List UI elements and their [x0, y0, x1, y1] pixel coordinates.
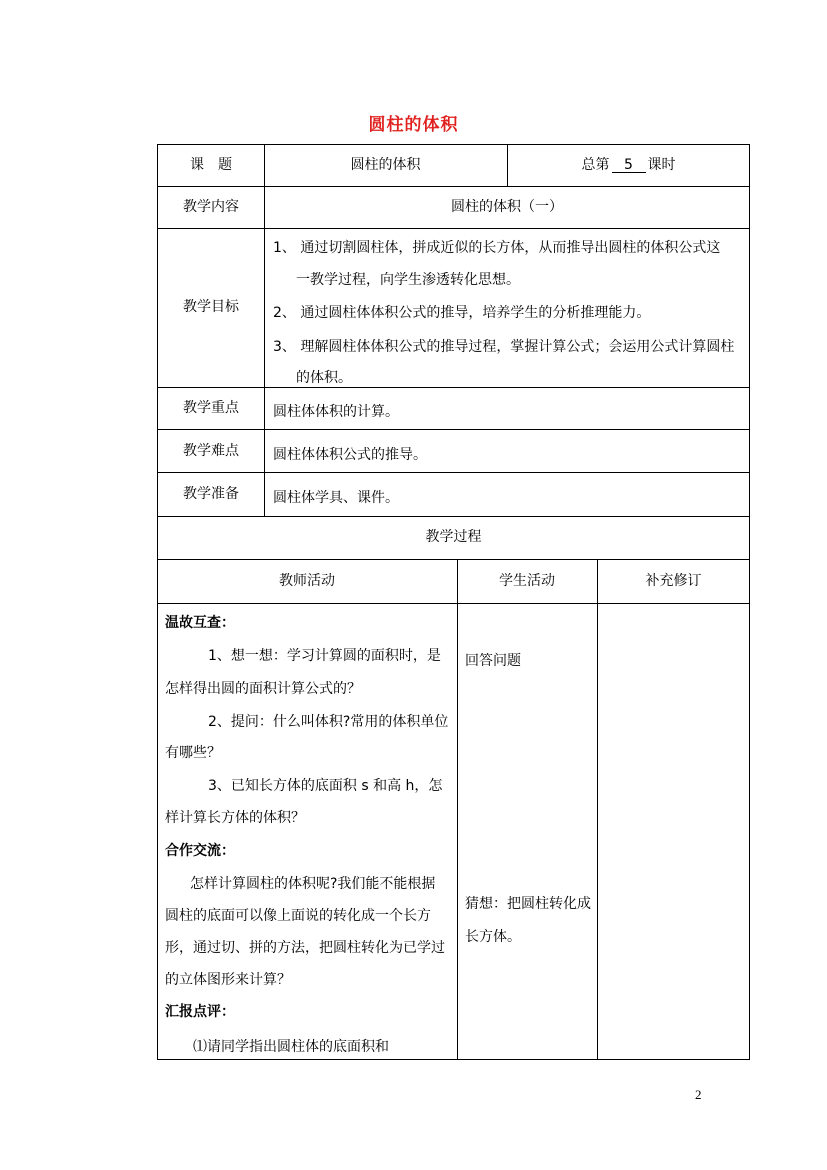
- key-value: 圆柱体体积的计算。: [273, 404, 399, 420]
- goal-line: 的体积。: [296, 370, 352, 386]
- content-value: 圆柱的体积（一）: [451, 199, 563, 215]
- difficulty-label: 教学难点: [183, 443, 239, 459]
- topic-value: 圆柱的体积: [350, 157, 421, 173]
- page-title: 圆柱的体积: [368, 115, 459, 135]
- topic-label: 课 题: [190, 157, 232, 173]
- student-line: 猜想：把圆柱转化成: [465, 896, 591, 912]
- goal-line: 一教学过程，向学生渗透转化思想。: [296, 272, 520, 288]
- teacher-line: 怎样得出圆的面积计算公式的？: [165, 681, 361, 697]
- student-line: 回答问题: [465, 653, 521, 669]
- teacher-line: 怎样计算圆柱的体积呢?我们能不能根据: [190, 876, 436, 892]
- teacher-line: 样计算长方体的体积？: [165, 810, 305, 826]
- section-heading: 合作交流：: [165, 843, 235, 859]
- lesson-number: 5: [612, 158, 646, 173]
- process-label: 教学过程: [425, 529, 482, 545]
- lesson-prefix: 总第: [581, 157, 610, 173]
- page-number: 2: [695, 1087, 702, 1102]
- teacher-line: 有哪些？: [165, 745, 221, 761]
- teacher-header: 教师活动: [279, 573, 335, 589]
- student-line: 长方体。: [465, 929, 521, 945]
- goals-label: 教学目标: [183, 299, 239, 315]
- teacher-line: 1、想一想：学习计算圆的面积时，是: [208, 648, 441, 664]
- goal-line: 3、 理解圆柱体体积公式的推导过程，掌握计算公式；会运用公式计算圆柱: [273, 339, 735, 355]
- goal-line: 2、 通过圆柱体体积公式的推导，培养学生的分析推理能力。: [273, 305, 651, 321]
- notes-header: 补充修订: [645, 573, 702, 589]
- teacher-line: ⑴请同学指出圆柱体的底面积和: [193, 1039, 389, 1055]
- key-label: 教学重点: [183, 400, 239, 416]
- teacher-line: 圆柱的底面可以像上面说的转化成一个长方: [165, 908, 431, 924]
- lesson-count: [507, 158, 750, 173]
- teacher-line: 3、已知长方体的底面积 s 和高 h，怎: [208, 778, 443, 794]
- section-heading: 温故互查：: [165, 615, 235, 631]
- lesson-suffix: 课时: [647, 157, 676, 173]
- teacher-line: 2、提问：什么叫体积?常用的体积单位: [208, 714, 449, 730]
- goal-line: 1、 通过切割圆柱体，拼成近似的长方体，从而推导出圆柱的体积公式这: [273, 240, 721, 256]
- content-label: 教学内容: [183, 199, 239, 215]
- prep-value: 圆柱体学具、课件。: [273, 490, 399, 506]
- difficulty-value: 圆柱体体积公式的推导。: [273, 447, 427, 463]
- prep-label: 教学准备: [183, 486, 239, 502]
- teacher-line: 形，通过切、拼的方法，把圆柱转化为已学过: [165, 940, 445, 956]
- teacher-line: 的立体图形来计算？: [165, 972, 291, 988]
- section-heading: 汇报点评：: [165, 1004, 235, 1020]
- student-header: 学生活动: [499, 573, 555, 589]
